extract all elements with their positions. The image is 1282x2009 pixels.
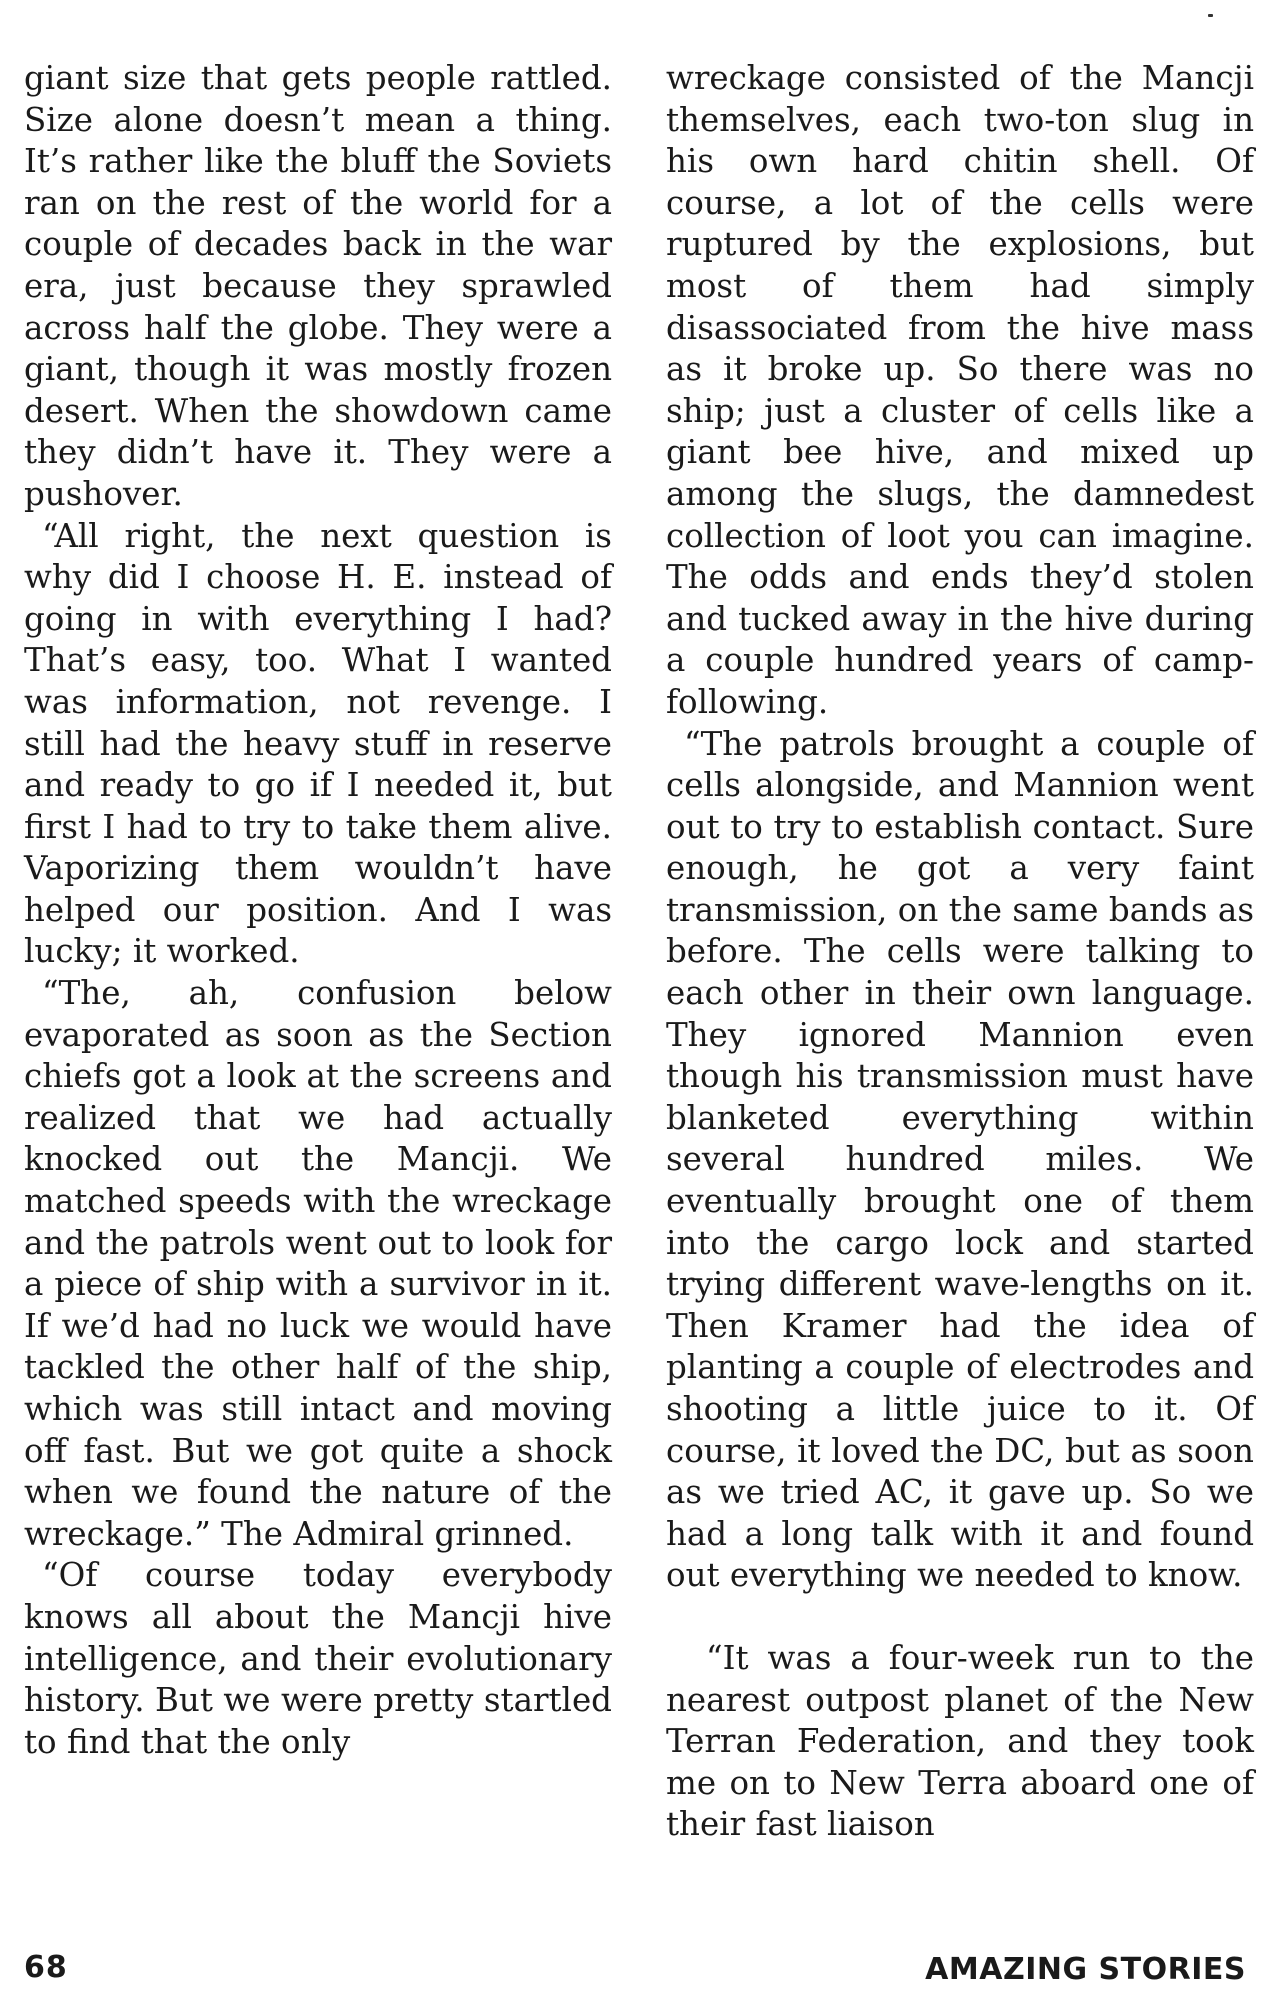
left-text-column <box>24 58 612 1763</box>
paragraph: “The patrols brought a couple of cells alongside, and Mannion went out to try to establish contact. Sure enough, he got a very faint transmission, on the same bands as before. The cells were talking to each other in their own language. They ignored Mannion even though his transmission must have blanketed everything within several hundred miles. We eventually brought one of them into the cargo lock and started trying different wave-lengths on it. Then Kramer had the idea of planting a couple of electrodes and shooting a little juice to it. Of course, it loved the DC, but as soon as we tried AC, it gave up. So we had a long talk with it and found out everything we needed to know. <box>666 724 1254 1595</box>
paragraph: “Of course today everybody knows all about the Mancji hive intelligence, and their evolutionary history. But we were pretty startled to find that the only <box>24 1556 612 1761</box>
page-number: 68 <box>24 1950 68 1985</box>
paragraph: “All right, the next question is why did I choose H. E. instead of going in with everything I had? That’s easy, too. What I wanted was information, not revenge. I still had the heavy stuff in reserve and ready to go if I needed it, but first I had to try to take them alive. Vaporizing them wouldn’t have helped our position. And I was lucky; it worked. <box>24 516 612 971</box>
paragraph: giant size that gets people rattled. Size alone doesn’t mean a thing. It’s rather like the bluff the Soviets ran on the rest of the world for a couple of decades back in the war era, just because they sprawled across half the globe. They were a giant, though it was mostly frozen desert. When the showdown came they didn’t have it. They were a pushover. <box>24 59 612 513</box>
paragraph: “It was a four-week run to the nearest outpost planet of the New Terran Federation, and they took me on to New Terra aboard one of their fast liaison <box>666 1638 1254 1844</box>
print-speck <box>1208 14 1213 17</box>
paragraph: wreckage consisted of the Mancji themselves, each two-ton slug in his own hard chitin shell. Of course, a lot of the cells were ruptured by the explosions, but most of them had simply disassociated from the hive mass as it broke up. So there was no ship; just a cluster of cells like a giant bee hive, and mixed up among the slugs, the damnedest collection of loot you can imagine. The odds and ends they’d stolen and tucked away in the hive during a couple hundred years of camp-following. <box>666 59 1254 721</box>
page-footer <box>0 1950 1282 1995</box>
magazine-title: AMAZING STORIES <box>925 1952 1246 1987</box>
right-text-column <box>666 58 1254 1846</box>
paragraph: “The, ah, confusion below evaporated as soon as the Section chiefs got a look at the screens and realized that we had actually knocked out the Mancji. We matched speeds with the wreckage and the patrols went out to look for a piece of ship with a survivor in it. If we’d had no luck we would have tackled the other half of the ship, which was still intact and moving off fast. But we got quite a shock when we found the nature of the wreckage.” The Admiral grinned. <box>24 974 612 1553</box>
